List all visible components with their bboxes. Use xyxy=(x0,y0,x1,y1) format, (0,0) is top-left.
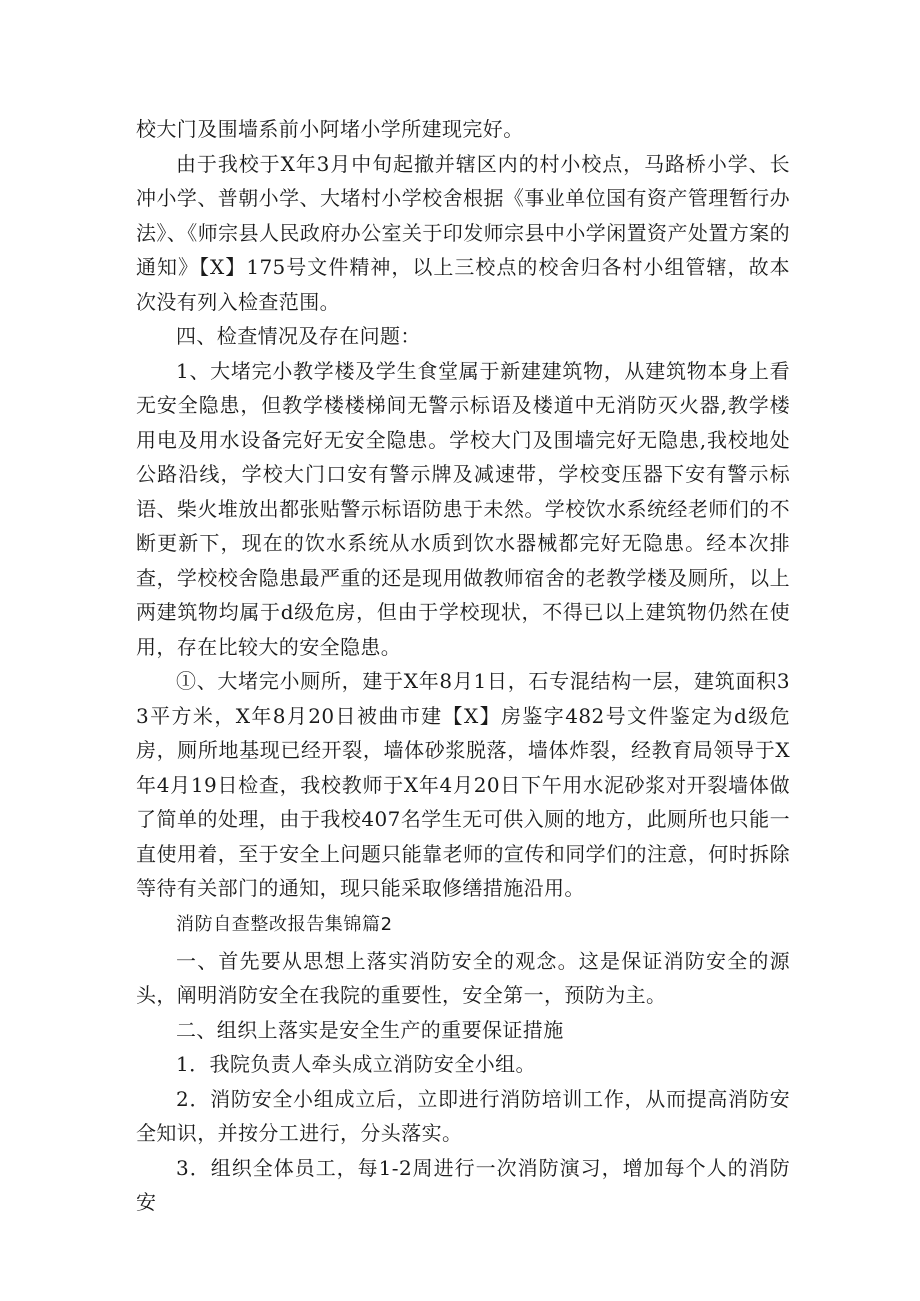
paragraph-point-1: 一、首先要从思想上落实消防安全的观念。这是保证消防安全的源头，阐明消防安全在我院的重要性，安全第一，预防为主。 xyxy=(136,948,790,1007)
paragraph-point-2: 二、组织上落实是安全生产的重要保证措施 xyxy=(176,1017,564,1042)
section-title-part-2: 消防自查整改报告集锦篇2 xyxy=(176,913,393,935)
paragraph-item-1: 1、大堵完小教学楼及学生食堂属于新建建筑物，从建筑物本身上看无安全隐患，但教学楼楼梯间无警示标语及楼道中无消防灭火器,教学楼用电及用水设备完好无安全隐患。学校大门及围墙完好无隐患,我校地处公路沿线，学校大门口安有警示牌及减速带，学校变压器下安有警示标语、柴火堆放出都张贴警示标语防患于未然。学校饮水系统经老师们的不断更新下，现在的饮水系统从水质到饮水器械都完好无隐患。经本次排查，学校校舍隐患最严重的还是现用做教师宿舍的老教学楼及厕所，以上两建筑物均属于d级危房，但由于学校现状，不得已以上建筑物仍然在使用，存在比较大的安全隐患。 xyxy=(136,358,790,659)
list-item-3: 3．组织全体员工，每1-2周进行一次消防演习，增加每个人的消防安 xyxy=(136,1155,790,1214)
document-body xyxy=(136,112,790,1220)
section-heading-inspection: 四、检查情况及存在问题： xyxy=(176,324,421,348)
paragraph-item-toilet: ①、大堵完小厕所，建于X年8月1日，石专混结构一层，建筑面积33平方米，X年8月20日被曲市建【X】房鉴字482号文件鉴定为d级危房，厕所地基现已经开裂，墙体砂浆脱落，墙体炸裂，经教育局领导于X年4月19日检查，我校教师于X年4月20日下午用水泥砂浆对开裂墙体做了简单的处理，由于我校407名学生无可供入厕的地方，此厕所也只能一直使用着，至于安全上问题只能靠老师的宣传和同学们的注意，何时拆除等待有关部门的通知，现只能采取修缮措施沿用。 xyxy=(136,669,790,900)
paragraph-continuation: 校大门及围墙系前小阿堵小学所建现完好。 xyxy=(136,117,524,141)
list-item-1: 1．我院负责人牵头成立消防安全小组。 xyxy=(176,1052,536,1076)
list-item-2: 2．消防安全小组成立后，立即进行消防培训工作，从而提高消防安全知识，并按分工进行，分头落实。 xyxy=(136,1086,790,1145)
paragraph-school-merger: 由于我校于X年3月中旬起撤并辖区内的村小校点，马路桥小学、长冲小学、普朝小学、大堵村小学校舍根据《事业单位国有资产管理暂行办法》、《师宗县人民政府办公室关于印发师宗县中小学闲置资产处置方案的通知》【X】175号文件精神，以上三校点的校舍归各村小组管辖，故本次没有列入检查范围。 xyxy=(136,151,790,314)
